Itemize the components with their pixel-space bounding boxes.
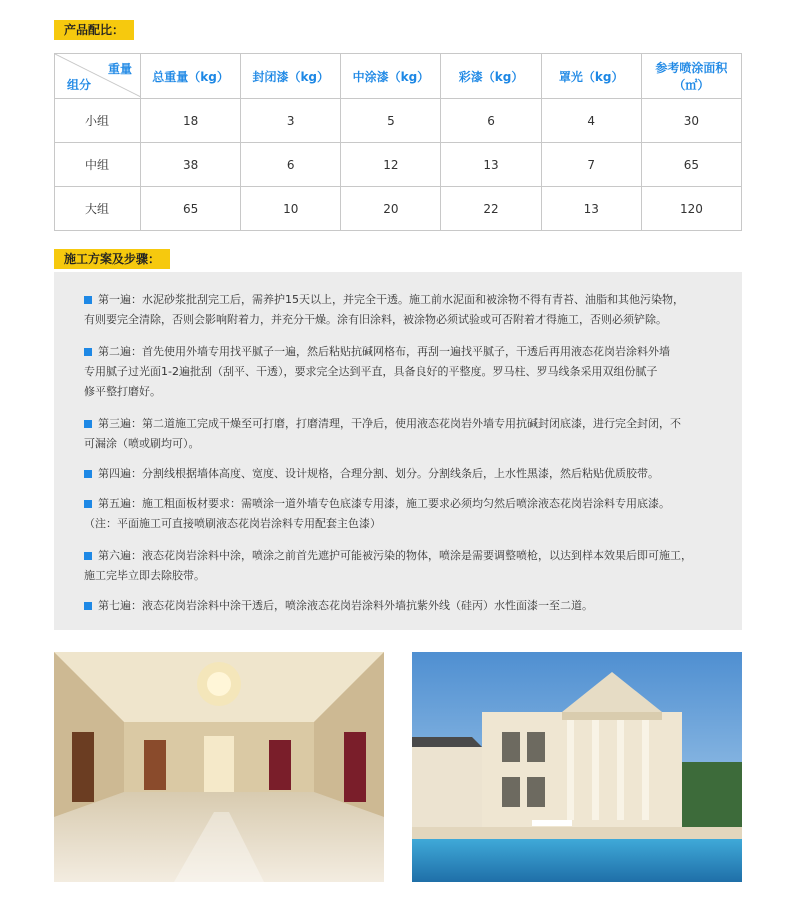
table-cell: 30 [641,99,741,143]
bullet-square-icon [84,602,92,610]
step-text: 第五遍：施工粗面板材要求：需喷涂一道外墙专色底漆专用漆，施工要求必须均匀然后喷涂液态花岗岩涂料专用底漆。 [98,497,670,510]
row-name: 中组 [55,143,141,187]
table-row [55,143,742,187]
header-topcoat: 罩光（kg） [541,54,641,99]
villa-exterior-illustration [412,652,742,882]
table-cell: 6 [441,99,541,143]
step-text: 修平整打磨好。 [84,385,161,398]
table-cell: 65 [641,143,741,187]
step-3 [84,414,724,454]
step-2 [84,342,724,402]
header-color-paint: 彩漆（kg） [441,54,541,99]
step-4 [84,464,724,484]
step-text: 施工完毕立即去除胶带。 [84,569,205,582]
table-header-row [55,54,742,99]
bullet-square-icon [84,348,92,356]
bullet-square-icon [84,500,92,508]
bullet-square-icon [84,552,92,560]
table-cell: 13 [441,143,541,187]
step-text: 第七遍：液态花岗岩涂料中涂干透后，喷涂液态花岗岩涂料外墙抗紫外线（硅丙）水性面漆一至二道。 [98,599,593,612]
row-name: 大组 [55,187,141,231]
bullet-square-icon [84,296,92,304]
corner-label-weight: 重量 [107,62,132,76]
table-cell: 6 [241,143,341,187]
table-cell: 22 [441,187,541,231]
table-cell: 20 [341,187,441,231]
table-cell: 7 [541,143,641,187]
bullet-square-icon [84,470,92,478]
header-midcoat: 中涂漆（kg） [341,54,441,99]
table-cell: 5 [341,99,441,143]
header-total-weight: 总重量（kg） [141,54,241,99]
photo-villa-exterior [412,652,742,882]
interior-hall-illustration [54,652,384,882]
table-corner-cell [55,54,141,99]
bullet-square-icon [84,420,92,428]
construction-steps-panel [54,272,742,630]
table-cell: 10 [241,187,341,231]
photo-interior-hall [54,652,384,882]
step-text: 第一遍：水泥砂浆批刮完工后，需养护15天以上，并完全干透。施工前水泥面和被涂物不得有青苔、油脂和其他污染物， [98,293,684,306]
step-1 [84,290,724,330]
table-cell: 38 [141,143,241,187]
table-cell: 4 [541,99,641,143]
step-text: 可漏涂（喷或刷均可）。 [84,437,200,450]
step-text: 第三遍：第二道施工完成干燥至可打磨，打磨清理，干净后，使用液态花岗岩外墙专用抗碱封闭底漆，进行完全封闭，不 [98,417,681,430]
table-cell: 120 [641,187,741,231]
step-text: 第二遍：首先使用外墙专用找平腻子一遍，然后粘贴抗碱网格布，再刮一遍找平腻子，干透后再用液态花岗岩涂料外墙 [98,345,670,358]
header-reference-area: 参考喷涂面积（㎡） [641,54,741,99]
table-cell: 12 [341,143,441,187]
step-text: 第六遍：液态花岗岩涂料中涂，喷涂之前首先遮护可能被污染的物体，喷涂是需要调整喷枪，以达到样本效果后即可施工， [98,549,692,562]
step-text: 专用腻子过光面1-2遍批刮（刮平、干透），要求完全达到平直，具备良好的平整度。罗马柱、罗马线条采用双组份腻子 [84,365,658,378]
table-cell: 65 [141,187,241,231]
row-name: 小组 [55,99,141,143]
step-7 [84,596,724,616]
step-5 [84,494,724,534]
corner-label-group: 组分 [67,78,92,92]
table-row [55,99,742,143]
header-sealer: 封闭漆（kg） [241,54,341,99]
product-ratio-table [54,53,742,231]
table-cell: 13 [541,187,641,231]
table-cell: 3 [241,99,341,143]
table-cell: 18 [141,99,241,143]
step-text: （注：平面施工可直接喷刷液态花岗岩涂料专用配套主色漆） [84,517,381,530]
step-6 [84,546,724,586]
section-label-product-ratio: 产品配比： [54,20,134,40]
section-label-construction-steps: 施工方案及步骤： [54,249,170,269]
step-text: 第四遍：分割线根据墙体高度、宽度、设计规格，合理分割、划分。分割线条后，上水性黑漆，然后粘贴优质胶带。 [98,467,659,480]
table-row [55,187,742,231]
step-text: 有则要完全清除，否则会影响附着力，并充分干燥。涂有旧涂料，被涂物必须试验或可否附着才得施工，否则必须铲除。 [84,313,667,326]
